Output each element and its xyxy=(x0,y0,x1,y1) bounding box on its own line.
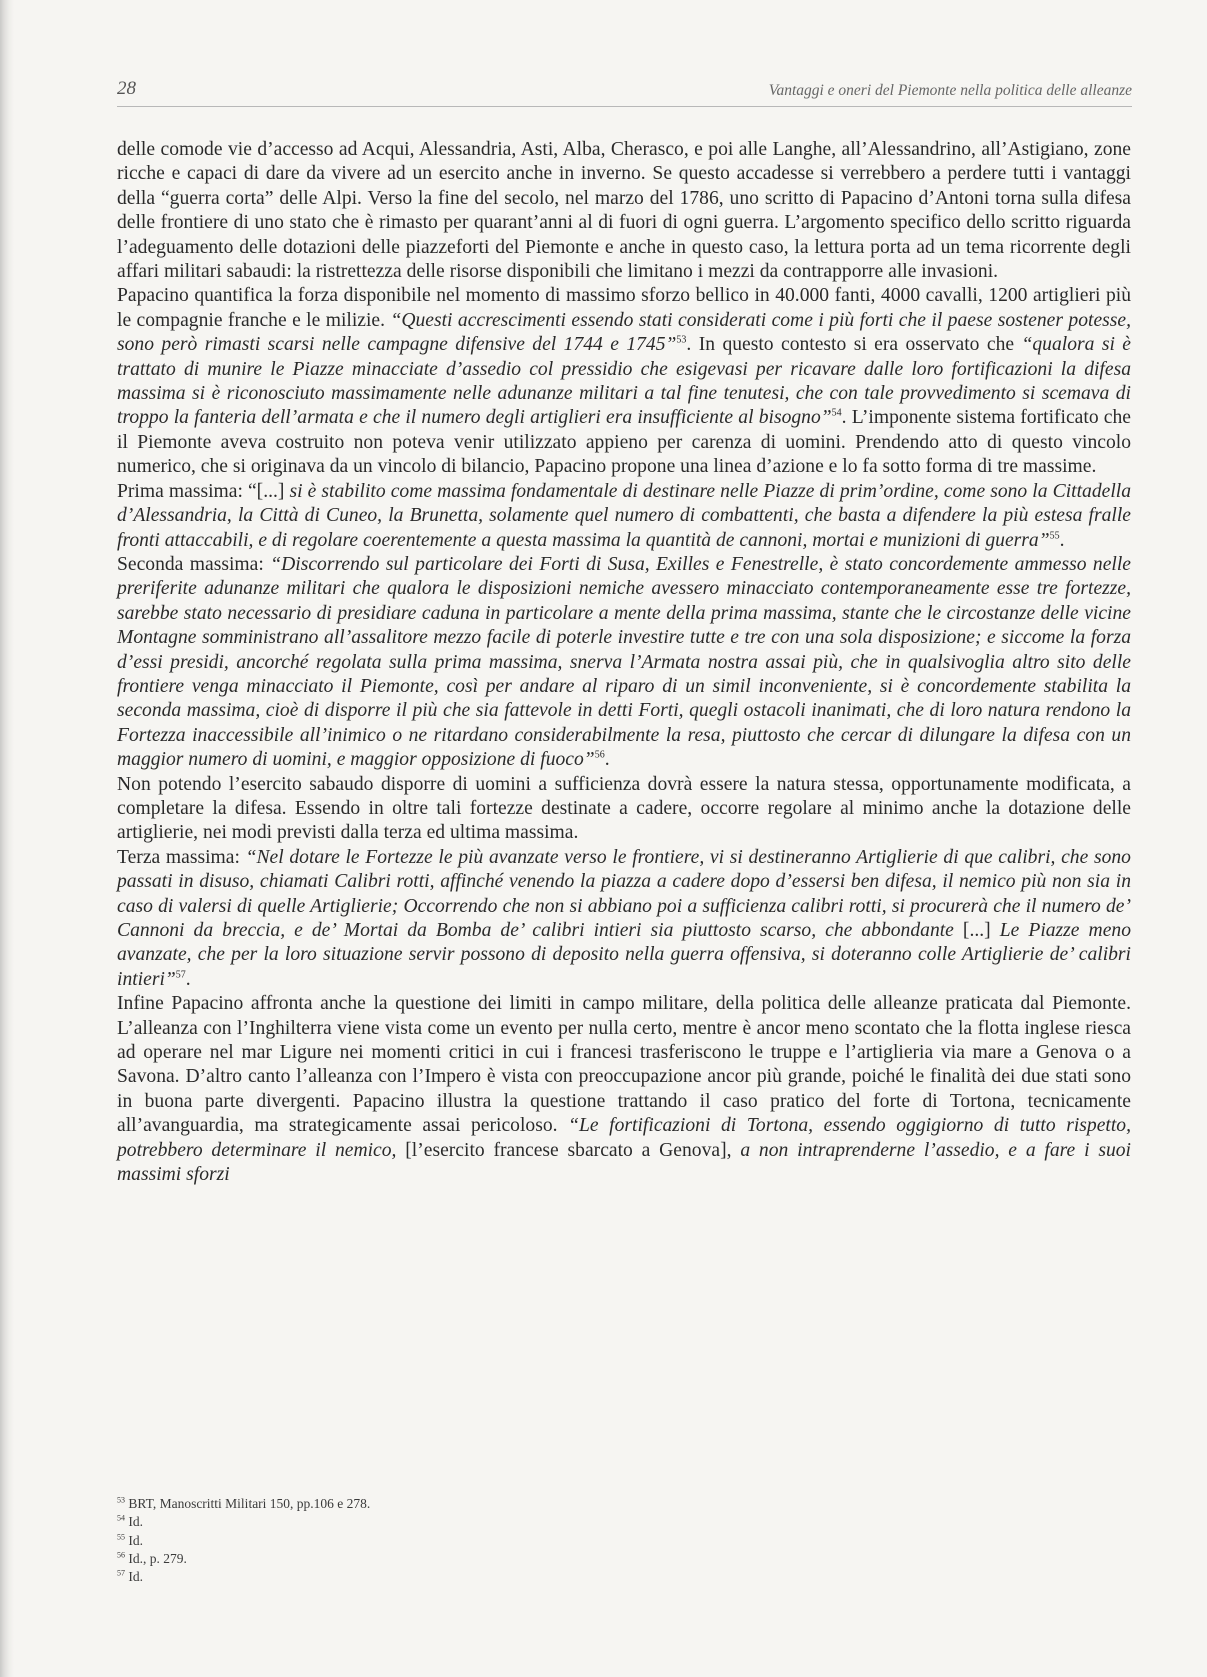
paragraph-seconda-massima xyxy=(117,553,1131,773)
quotation: “qualora si è trattato di munire le Piazze minacciate d’assedio col pressidio che esigevasi per ricavare dalle loro fortificazioni la difesa massima si è riconosciuto massimamente nelle adunanze militari a tal fine tenutesi, che con tale provvedimento si scemava di troppo la fanteria dell’armata e che il numero degli artiglieri era insufficiente al bisogno” xyxy=(117,334,1131,429)
paragraph-5 xyxy=(117,773,1131,846)
footnote-text: Id. xyxy=(128,1514,143,1530)
header-rule xyxy=(117,106,1132,107)
paragraph-text: . xyxy=(1059,529,1065,551)
paragraph-text: Infine Papacino affronta anche la questione dei limiti in campo militare, della politica delle alleanze praticata dal Piemonte. L’alleanza con l’Inghilterra viene vista come un evento per nulla certo, mentre è ancor meno scontato che la flotta inglese riesca ad operare nel mar Ligure nei momenti critici in cui i francesi trasferiscono le truppe e l’artiglieria via mare a Genova o a Savona. D’altro canto l’alleanza con l’Impero è vista con preoccupazione ancor più grande, poiché le finalità dei due stati sono in buona parte divergenti. Papacino illustra la questione trattando il caso pratico del forte di Tortona, tecnicamente all’avanguardia, ma strategicamente assai pericoloso. xyxy=(117,993,1131,1137)
paragraph-text: [l’esercito francese sbarcato a Genova], xyxy=(396,1139,741,1161)
paragraph-text: delle comode vie d’accesso ad Acqui, Alessandria, Asti, Alba, Cherasco, e poi alle Langhe, all’Alessandrino, all’Astigiano, zone ricche e capaci di dare da vivere ad un esercito anche in inverno. Se questo accadesse si verrebbero a perdere tutti i vantaggi della “guerra corta” delle Alpi. Verso la fine del secolo, nel marzo del 1786, uno scritto di Papacino d’Antoni torna sulla difesa delle frontiere di uno stato che è rimasto per quarant’anni al di fuori di ogni guerra. L’argomento specifico dello scritto riguarda l’adeguamento delle dotazioni delle piazzeforti del Piemonte e anche in questo caso, la lettura porta ad un tema ricorrente degli affari militari sabaudi: la ristrettezza delle risorse disponibili che limitano i mezzi da contrapporre alle invasioni. xyxy=(117,139,1131,283)
footnote-ref-56: 56 xyxy=(594,749,605,761)
footnote-number: 54 xyxy=(117,1513,125,1523)
footnote xyxy=(117,1550,1117,1568)
paragraph-text: Seconda massima: xyxy=(117,553,271,575)
paragraph-1 xyxy=(117,138,1131,284)
paragraph-text: . L’imponente sistema fortificato che il Piemonte aveva costruito non poteva venir utilizzato appieno per carenza di uomini. Prendendo atto di questo vincolo numerico, che si originava da un vincolo di bilancio, Papacino propone una linea d’azione e lo fa sotto forma di tre massime. xyxy=(117,407,1131,478)
quotation: “Le fortificazioni di Tortona, essendo oggigiorno di tutto rispetto, potrebbero determinare il nemico, xyxy=(117,1115,1131,1161)
footnote-ref-55: 55 xyxy=(1049,529,1060,541)
footnote xyxy=(117,1495,1117,1513)
paragraph-2 xyxy=(117,284,1131,479)
quotation: “Nel dotare le Fortezze le più avanzate verso le frontiere, vi si destineranno Artiglierie di que calibri, che sono passati in disuso, chiamati Calibri rotti, affinché venendo la piazza a cadere dopo d’essersi ben difesa, il nemico più non sia in caso di valersi di quelle Artiglierie; Occorrendo che non si abbiano poi a sufficienza calibri rotti, si procurerà che il numero de’ Cannoni da breccia, e de’ Mortai da Bomba de’ calibri intieri sia piuttosto scarso, che abbondante xyxy=(117,846,1131,941)
running-title: Vantaggi e oneri del Piemonte nella politica delle alleanze xyxy=(768,82,1132,99)
footnote-number: 55 xyxy=(117,1532,125,1542)
quotation: Le Piazze meno avanzate, che per la loro situazione servir possono di deposito nella guerra offensiva, si doteranno colle Artiglierie de’ calibri intieri” xyxy=(117,920,1131,990)
footnotes xyxy=(117,1495,1117,1586)
quotation: si è stabilito come massima fondamentale di destinare nelle Piazze di prim’ordine, come sono la Cittadella d’Alessandria, la Città di Cuneo, la Brunetta, solamente quel numero di combattenti, che basta a difendere la più estesa fralle fronti attaccabili, e di regolare coerentemente a questa massima la quantità de cannoni, mortai e munizioni di guerra” xyxy=(117,480,1132,551)
footnote-number: 56 xyxy=(117,1550,125,1560)
footnote-ref-57: 57 xyxy=(175,969,186,981)
quotation: a non intraprenderne l’assedio, e a fare i suoi massimi sforzi xyxy=(117,1139,1131,1186)
footnote xyxy=(117,1513,1117,1531)
paragraph-text: . In questo contesto si era osservato che xyxy=(686,334,1022,356)
quotation: “Discorrendo sul particolare dei Forti di Susa, Exilles e Fenestrelle, è stato concordemente ammesso nelle preriferite adunanze militari che qualora le disposizioni nemiche avessero minacciato contemporaneamente esse tre fortezze, sarebbe stato necessario di presidiare caduna in particolare a mente della prima massima, stante che le circostanze delle vicine Montagne somministrano all’assalitore mezzo facile di poterle investire tutte e tre con una sola disposizione; e siccome la forza d’essi presidi, ancorché regolata sulla prima massima, snerva l’Armata nostra assai più, che in qualsivoglia altro sito delle frontiere venga minacciato il Piemonte, così per andare al riparo di un simil inconveniente, si è concordemente stabilita la seconda massima, cioè di disporre il più che sia fattevole in detti Forti, quegli ostacoli inanimati, che di loro natura rendono la Fortezza inaccessibile all’inimico o ne ritardano considerabilmente la resa, piuttosto che cercar di dilungare la difesa con un maggior numero di uomini, e maggior opposizione di fuoco” xyxy=(117,553,1131,771)
footnote-number: 53 xyxy=(117,1495,125,1505)
page-header xyxy=(117,78,1132,108)
page-number: 28 xyxy=(117,78,136,99)
paragraph-text: Prima massima: “[...] xyxy=(117,480,290,502)
footnote xyxy=(117,1532,1117,1550)
quotation: “Questi accrescimenti essendo stati considerati come i più forti che il paese sostener potesse, sono però rimasti scarsi nelle campagne difensive del 1744 e 1745” xyxy=(117,309,1131,356)
paragraph-text: Non potendo l’esercito sabaudo disporre di uomini a sufficienza dovrà essere la natura stessa, opportunamente modificata, a completare la difesa. Essendo in oltre tali fortezze destinate a cadere, occorre regolare al minimo anche la dotazione delle artiglierie, nei modi previsti dalla terza ed ultima massima. xyxy=(117,773,1131,844)
footnote-text: Id. xyxy=(128,1569,143,1585)
paragraph-7 xyxy=(117,992,1131,1187)
footnote-text: BRT, Manoscritti Militari 150, pp.106 e 278. xyxy=(128,1496,371,1511)
footnote xyxy=(117,1568,1117,1586)
body-text xyxy=(117,138,1131,1187)
footnote-text: Id. xyxy=(128,1532,143,1548)
paragraph-text: . xyxy=(604,749,610,771)
paragraph-text: Papacino quantifica la forza disponibile nel momento di massimo sforzo bellico in 40.000 fanti, 4000 cavalli, 1200 artiglieri più le compagnie franche e le milizie. xyxy=(117,285,1131,331)
page-binding-edge xyxy=(0,0,14,1677)
footnote-ref-53: 53 xyxy=(676,334,687,346)
paragraph-terza-massima xyxy=(117,846,1131,992)
footnote-number: 57 xyxy=(117,1568,125,1578)
paragraph-prima-massima xyxy=(117,480,1131,553)
paragraph-text: [...] xyxy=(953,920,1000,941)
footnote-ref-54: 54 xyxy=(831,407,842,419)
footnote-text: Id., p. 279. xyxy=(128,1550,187,1566)
paragraph-text: . xyxy=(185,968,191,990)
paragraph-text: Terza massima: xyxy=(117,846,246,868)
